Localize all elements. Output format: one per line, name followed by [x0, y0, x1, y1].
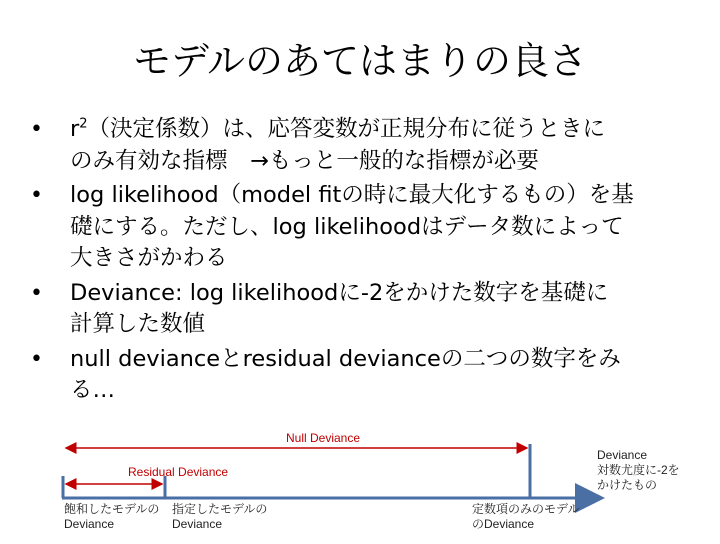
saturated-label-line: 飽和したモデルの	[64, 502, 160, 516]
deviance-label-line: Deviance	[597, 448, 648, 462]
deviance-label-line: かけたもの	[597, 478, 658, 492]
saturated-label-line: Deviance	[64, 517, 115, 531]
bullet-line: 礎にする。ただし、log likelihoodはデータ数によって	[70, 213, 624, 240]
bullet-text: （決定係数）は、応答変数が正規分布に従うときに	[87, 116, 606, 142]
constant-label-line: のDeviance	[472, 517, 535, 531]
bullet-line: • Deviance: log likelihoodに-2をかけた数字を基礎に	[70, 279, 609, 306]
deviance-diagram	[0, 420, 720, 540]
bullet-item	[26, 344, 706, 407]
specified-label-line: 指定したモデルの	[172, 502, 268, 516]
slide-title: モデルのあてはまりの良さ	[132, 39, 588, 83]
constant-model-label	[472, 502, 579, 532]
bullet-line: のみ有効な指標 →もっと一般的な指標が必要	[70, 147, 539, 174]
bullet-line: 計算した数値	[70, 311, 206, 337]
bullet-line: 大きさがかわる	[70, 245, 228, 271]
bullet-line: • log likelihood（model fitの時に最大化するもの）を基	[70, 182, 634, 208]
constant-label-line: 定数項のみのモデル	[472, 502, 580, 516]
saturated-model-label	[64, 502, 159, 532]
deviance-axis-label	[597, 448, 680, 493]
bullet-list	[26, 114, 706, 410]
bullet-line: る…	[70, 377, 116, 403]
residual-deviance-label: Residual Deviance	[128, 465, 229, 479]
null-deviance-label: Null Deviance	[286, 431, 361, 445]
bullet-line	[70, 114, 706, 146]
bullet-line: • null devianceとresidual devianceの二つの数字をみ	[70, 345, 621, 372]
deviance-label-line: 対数尤度に-2を	[597, 463, 680, 477]
specified-model-label	[172, 502, 267, 532]
superscript-2: 2	[79, 116, 88, 132]
bullet-item	[26, 180, 706, 275]
bullet-item	[26, 278, 706, 341]
bullet-item	[26, 114, 706, 177]
r-symbol: r	[70, 116, 80, 142]
specified-label-line: Deviance	[172, 517, 223, 531]
